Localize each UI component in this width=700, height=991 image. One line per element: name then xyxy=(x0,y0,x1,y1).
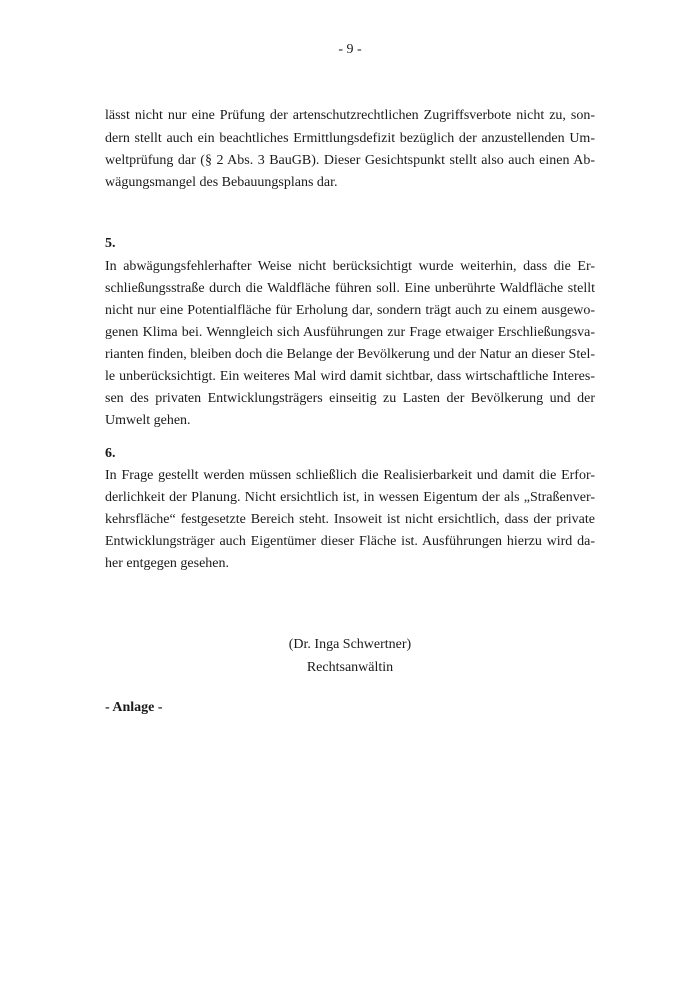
attachment-note: - Anlage - xyxy=(105,700,163,715)
text-line: schließungsstraße durch die Waldfläche führen soll. Eine unberührte Waldfläche stellt xyxy=(105,281,595,296)
section-number: 5. xyxy=(105,236,116,251)
text-line: Entwicklungsträger auch Eigentümer dieser Fläche ist. Ausführungen hierzu wird da- xyxy=(105,534,595,549)
text-line: her entgegen gesehen. xyxy=(105,556,229,571)
text-line: sen des privaten Entwicklungsträgers einseitig zu Lasten der Bevölkerung und der xyxy=(105,391,595,406)
signatory-title: Rechtsanwältin xyxy=(306,660,394,675)
text-line: rianten finden, bleiben doch die Belange der Bevölkerung und der Natur an dieser Stel- xyxy=(105,347,595,362)
text-line: kehrsfläche“ festgesetzte Bereich steht. Insoweit ist nicht ersichtlich, dass der private xyxy=(105,512,595,527)
text-line: wägungsmangel des Bebauungsplans dar. xyxy=(105,175,338,190)
text-line: In abwägungsfehlerhafter Weise nicht berücksichtigt wurde weiterhin, dass die Er- xyxy=(105,259,595,274)
text-line: In Frage gestellt werden müssen schließlich die Realisierbarkeit und damit die Erfor- xyxy=(105,468,595,483)
text-line: le unberücksichtigt. Ein weiteres Mal wird damit sichtbar, dass wirtschaftliche Interes- xyxy=(105,369,595,384)
text-line: genen Klima bei. Wenngleich sich Ausführungen zur Frage etwaiger Erschließungsva- xyxy=(105,325,595,340)
text-line: nicht nur eine Potentialfläche für Erholung dar, sondern trägt auch zu einem ausgewo- xyxy=(105,303,595,318)
page-number: - 9 - xyxy=(338,42,362,57)
signatory-name: (Dr. Inga Schwertner) xyxy=(288,637,412,652)
text-line: weltprüfung dar (§ 2 Abs. 3 BauGB). Dieser Gesichtspunkt stellt also auch einen Ab- xyxy=(105,153,595,168)
text-line: dern stellt auch ein beachtliches Ermittlungsdefizit bezüglich der anzustellenden Um- xyxy=(105,131,595,146)
text-line: lässt nicht nur eine Prüfung der artenschutzrechtlichen Zugriffsverbote nicht zu, son- xyxy=(105,108,595,123)
section-number: 6. xyxy=(105,446,116,461)
text-line: derlichkeit der Planung. Nicht ersichtlich ist, in wessen Eigentum der als „Straßenver- xyxy=(105,490,595,505)
text-line: Umwelt gehen. xyxy=(105,413,191,428)
